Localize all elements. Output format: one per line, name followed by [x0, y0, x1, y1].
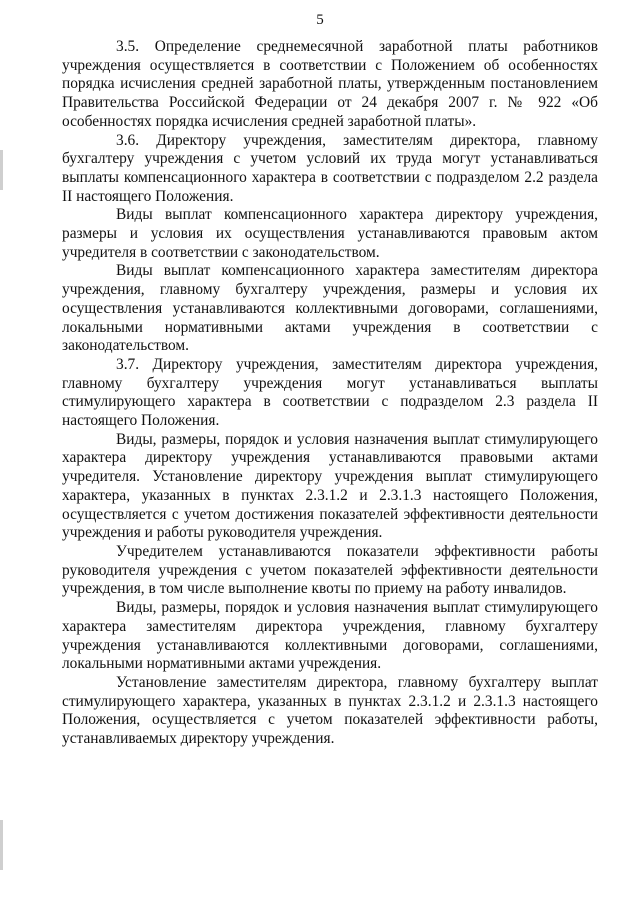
document-body — [62, 38, 598, 749]
scan-margin-mark-top — [0, 150, 3, 190]
paragraph-3-5: 3.5. Определение среднемесячной заработной платы работников учреждения осуществляется в соответствии с Положением об особенностях порядка исчисления средней заработной платы, утвержденным постановлением Правительства Российской Федерации от 24 декабря 2007 г. № 922 «Об особенностях порядка исчисления средней заработной платы». — [62, 38, 598, 130]
paragraph-3-6: 3.6. Директору учреждения, заместителям директора, главному бухгалтеру учреждения с учетом условий их труда могут устанавливаться выплаты компенсационного характера в соответствии с подразделом 2.2 раздела II настоящего Положения. — [62, 131, 598, 205]
paragraph-3-7: 3.7. Директору учреждения, заместителям директора учреждения, главному бухгалтеру учреждения могут устанавливаться выплаты стимулирующего характера в соответствии с подразделом 2.3 раздела II настоящего Положения. — [62, 355, 598, 430]
paragraph-compensation-deputies: Виды выплат компенсационного характера заместителям директора учреждения, главному бухгалтеру учреждения, размеры и условия их осуществления устанавливаются коллективными договорами, соглашениями, локальными нормативными актами учреждения в соответствии с законодательством. — [62, 262, 598, 355]
scan-margin-mark-bottom — [0, 820, 3, 870]
paragraph-compensation-director: Виды выплат компенсационного характера директору учреждения, размеры и условия их осуществления устанавливаются правовым актом учредителя в соответствии с законодательством. — [62, 206, 598, 261]
paragraph-incentive-director: Виды, размеры, порядок и условия назначения выплат стимулирующего характера директору учреждения устанавливаются правовыми актами учредителя. Установление директору учреждения выплат стимулирующего характера, указанных в пунктах 2.3.1.2 и 2.3.1.3 настоящего Положения, осуществляется с учетом достижения показателей эффективности деятельности учреждения и работы руководителя учреждения. — [62, 430, 598, 542]
paragraph-incentive-deputies-establishment: Установление заместителям директора, главному бухгалтеру выплат стимулирующего характера, указанных в пунктах 2.3.1.2 и 2.3.1.3 настоящего Положения, осуществляется с учетом показателей эффективности работы, устанавливаемых директору учреждения. — [62, 673, 598, 748]
paragraph-efficiency-indicators: Учредителем устанавливаются показатели эффективности работы руководителя учреждения с учетом показателей эффективности деятельности учреждения, в том числе выполнение квоты по приему на работу инвалидов. — [62, 542, 598, 598]
page-number: 5 — [316, 12, 324, 28]
paragraph-incentive-deputies: Виды, размеры, порядок и условия назначения выплат стимулирующего характера заместителям директора учреждения, главному бухгалтеру учреждения устанавливаются коллективными договорами, соглашениями, локальными нормативными актами учреждения. — [62, 599, 598, 673]
